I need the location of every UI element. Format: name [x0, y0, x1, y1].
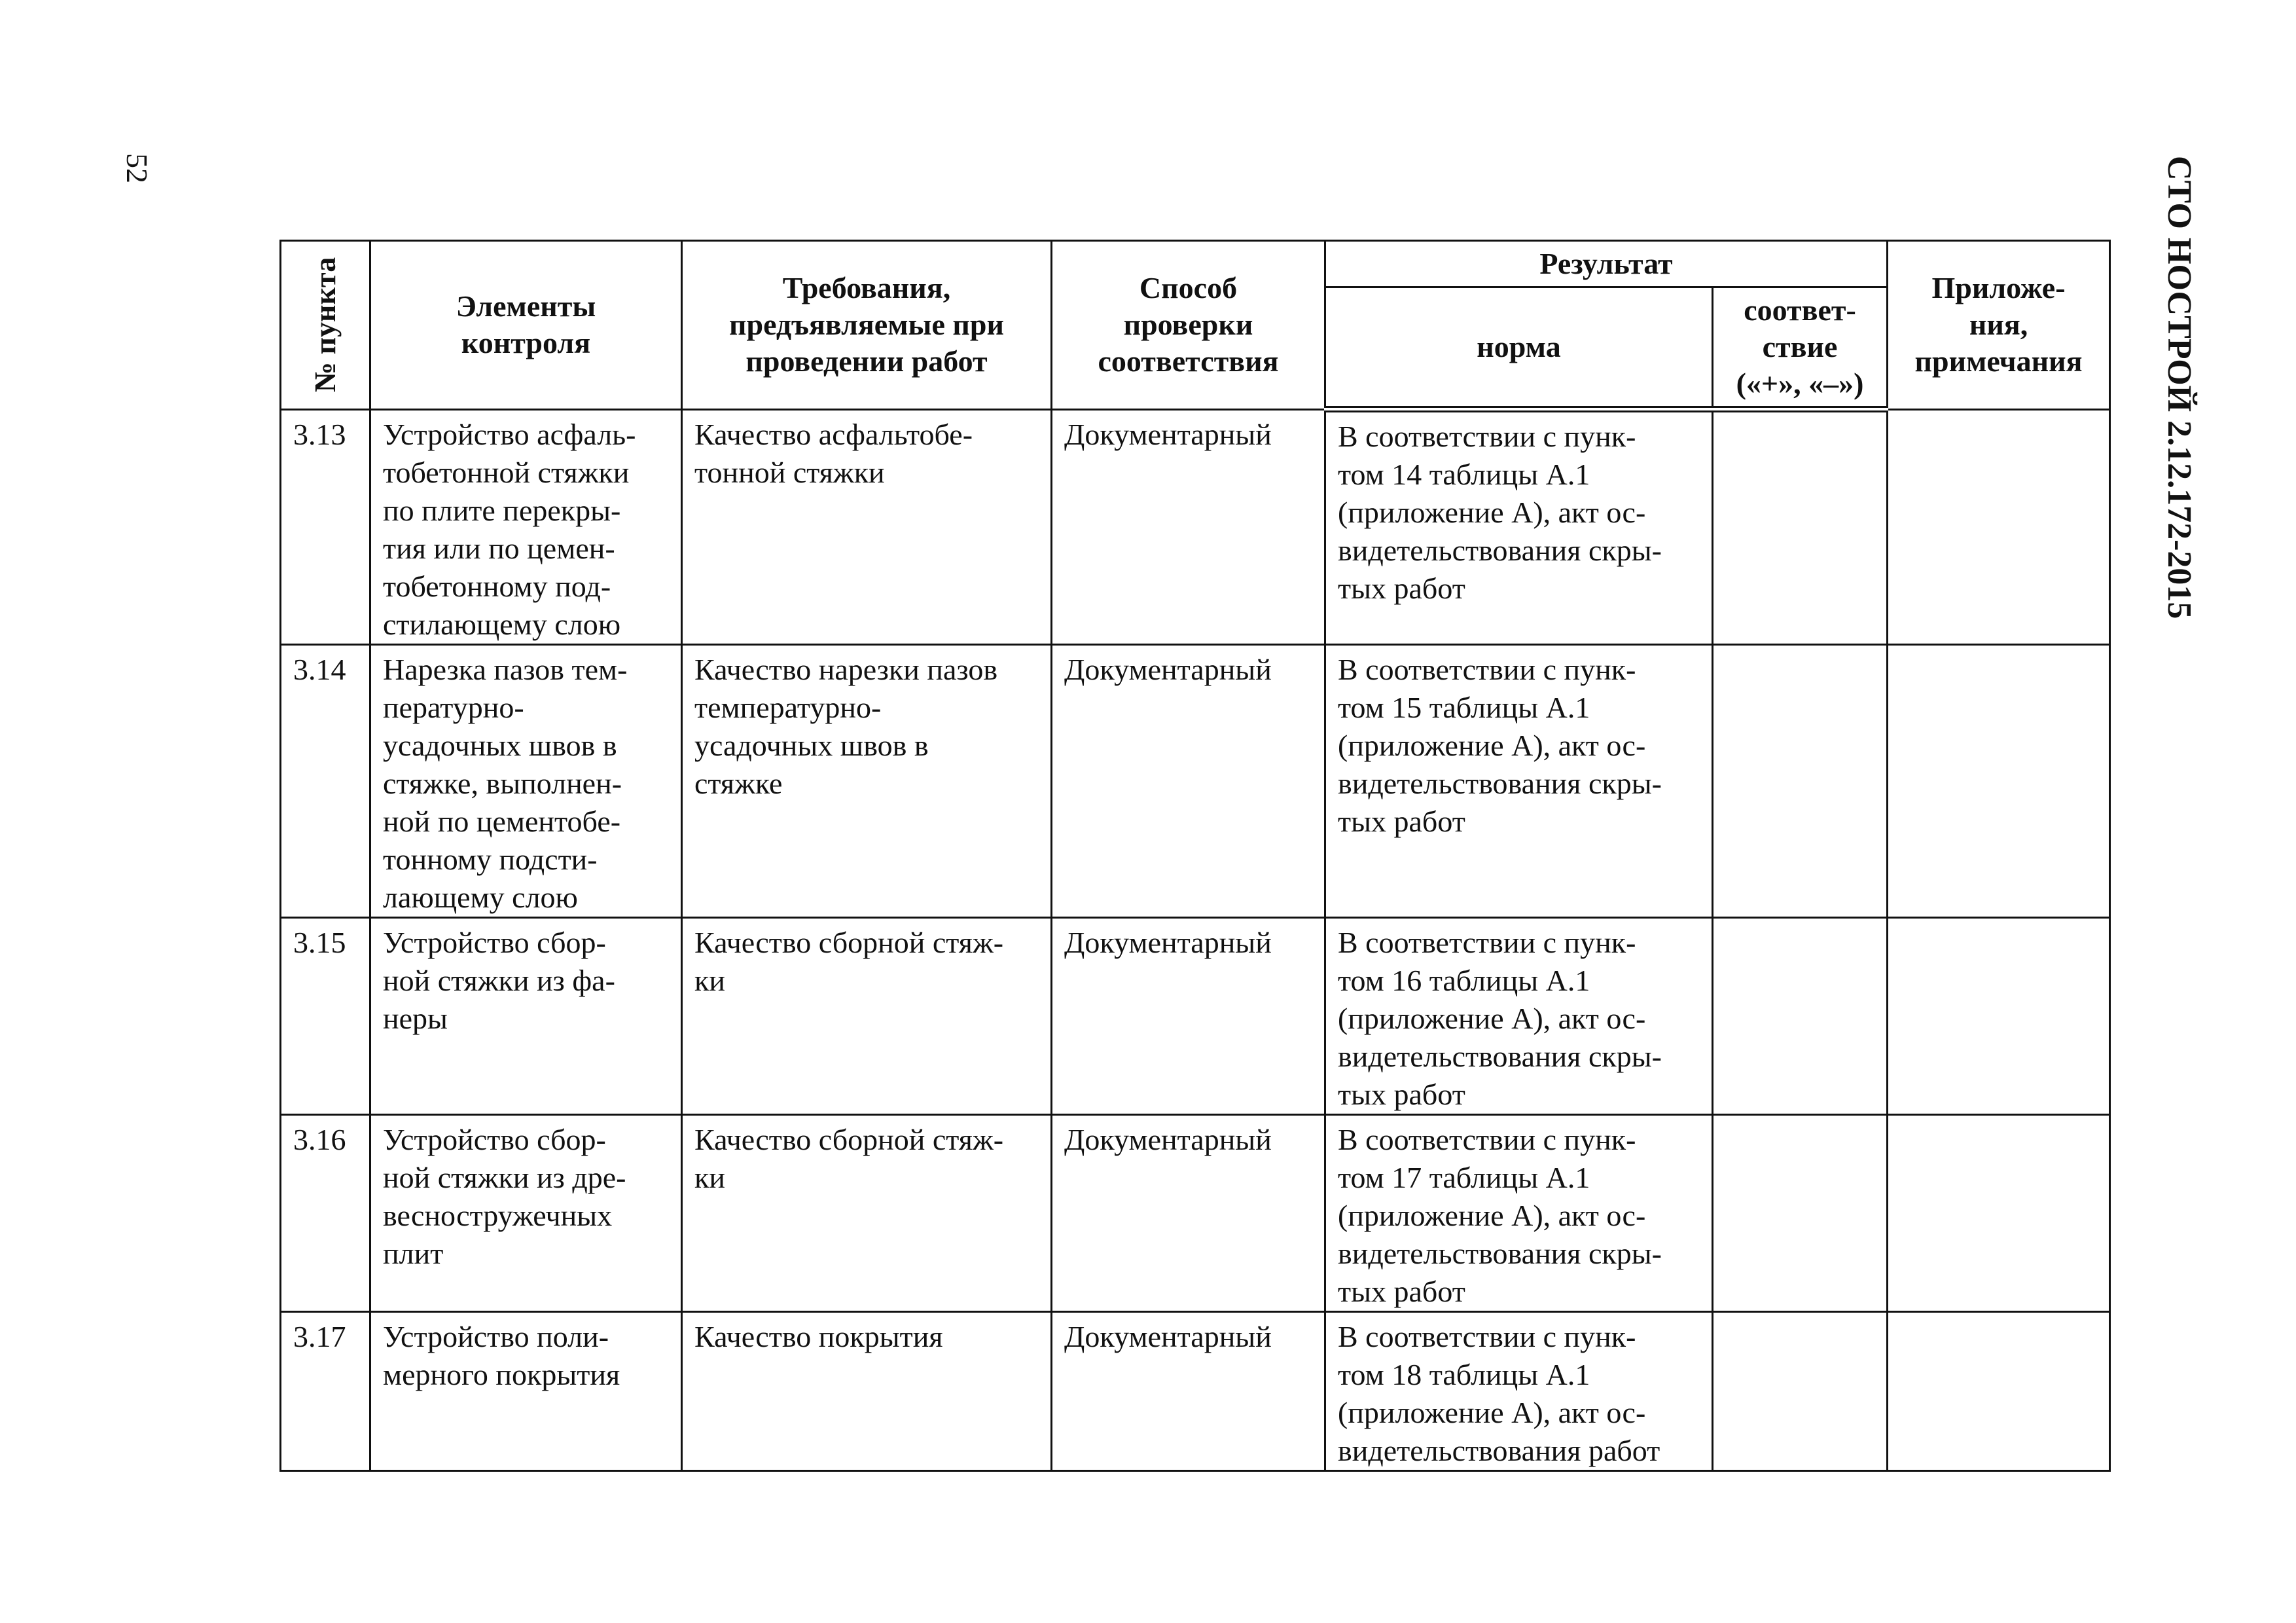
header-row-top — [281, 241, 2110, 287]
row-conformity — [1713, 409, 1888, 644]
row-number: 3.15 — [281, 917, 370, 1114]
row-number: 3.13 — [281, 409, 370, 644]
row-notes — [1888, 1114, 2110, 1311]
header-conformity: соответ- ствие («+», «–») — [1713, 287, 1888, 410]
header-elements: Элементы контроля — [370, 241, 682, 410]
row-element: Нарезка пазов тем- пературно- усадочных швов в стяжке, выполнен- ной по цементобе- тонному подсти- лающему слою — [370, 644, 682, 917]
row-requirement: Качество покрытия — [682, 1311, 1052, 1470]
header-num-label: № пункта — [308, 257, 342, 393]
row-norm: В соответствии с пунк- том 17 таблицы А.1 (приложение А), акт ос- видетельствования скры- тых работ — [1325, 1114, 1713, 1311]
row-element: Устройство асфаль- тобетонной стяжки по плите перекры- тия или по цемен- тобетонному под- стилающему слою — [370, 409, 682, 644]
row-norm: В соответствии с пунк- том 18 таблицы А.1 (приложение А), акт ос- видетельствования работ — [1325, 1311, 1713, 1470]
row-conformity — [1713, 1114, 1888, 1311]
row-conformity — [1713, 917, 1888, 1114]
row-norm: В соответствии с пунк- том 16 таблицы А.1 (приложение А), акт ос- видетельствования скры- тых работ — [1325, 917, 1713, 1114]
row-requirement: Качество нарезки пазов температурно- усадочных швов в стяжке — [682, 644, 1052, 917]
row-method: Документарный — [1052, 1311, 1325, 1470]
header-notes: Приложе- ния, примечания — [1888, 241, 2110, 410]
row-element: Устройство сбор- ной стяжки из дре- весностружечных плит — [370, 1114, 682, 1311]
header-method: Способ проверки соответствия — [1052, 241, 1325, 410]
table-row — [281, 1114, 2110, 1311]
page-number: 52 — [120, 153, 154, 183]
row-notes — [1888, 644, 2110, 917]
document-code: СТО НОСТРОЙ 2.12.172-2015 — [2161, 156, 2198, 619]
row-number: 3.16 — [281, 1114, 370, 1311]
row-notes — [1888, 1311, 2110, 1470]
table-row — [281, 409, 2110, 644]
row-requirement: Качество асфальтобе- тонной стяжки — [682, 409, 1052, 644]
row-method: Документарный — [1052, 644, 1325, 917]
row-notes — [1888, 917, 2110, 1114]
row-number: 3.17 — [281, 1311, 370, 1470]
row-method: Документарный — [1052, 917, 1325, 1114]
table-body — [281, 409, 2110, 1470]
row-notes — [1888, 409, 2110, 644]
row-element: Устройство сбор- ной стяжки из фа- неры — [370, 917, 682, 1114]
header-result: Результат — [1325, 241, 1888, 287]
header-norm: норма — [1325, 287, 1713, 410]
table-row — [281, 917, 2110, 1114]
header-num — [281, 241, 370, 410]
table-row — [281, 1311, 2110, 1470]
header-requirements: Требования, предъявляемые при проведении работ — [682, 241, 1052, 410]
table-header — [281, 241, 2110, 410]
row-norm: В соответствии с пунк- том 15 таблицы А.1 (приложение А), акт ос- видетельствования скры- тых работ — [1325, 644, 1713, 917]
row-method: Документарный — [1052, 409, 1325, 644]
row-requirement: Качество сборной стяж- ки — [682, 1114, 1052, 1311]
row-conformity — [1713, 1311, 1888, 1470]
table-row — [281, 644, 2110, 917]
control-table — [279, 240, 2111, 1472]
row-element: Устройство поли- мерного покрытия — [370, 1311, 682, 1470]
row-conformity — [1713, 644, 1888, 917]
row-method: Документарный — [1052, 1114, 1325, 1311]
row-requirement: Качество сборной стяж- ки — [682, 917, 1052, 1114]
row-number: 3.14 — [281, 644, 370, 917]
row-norm: В соответствии с пунк- том 14 таблицы А.1 (приложение А), акт ос- видетельствования скры- тых работ — [1325, 409, 1713, 644]
